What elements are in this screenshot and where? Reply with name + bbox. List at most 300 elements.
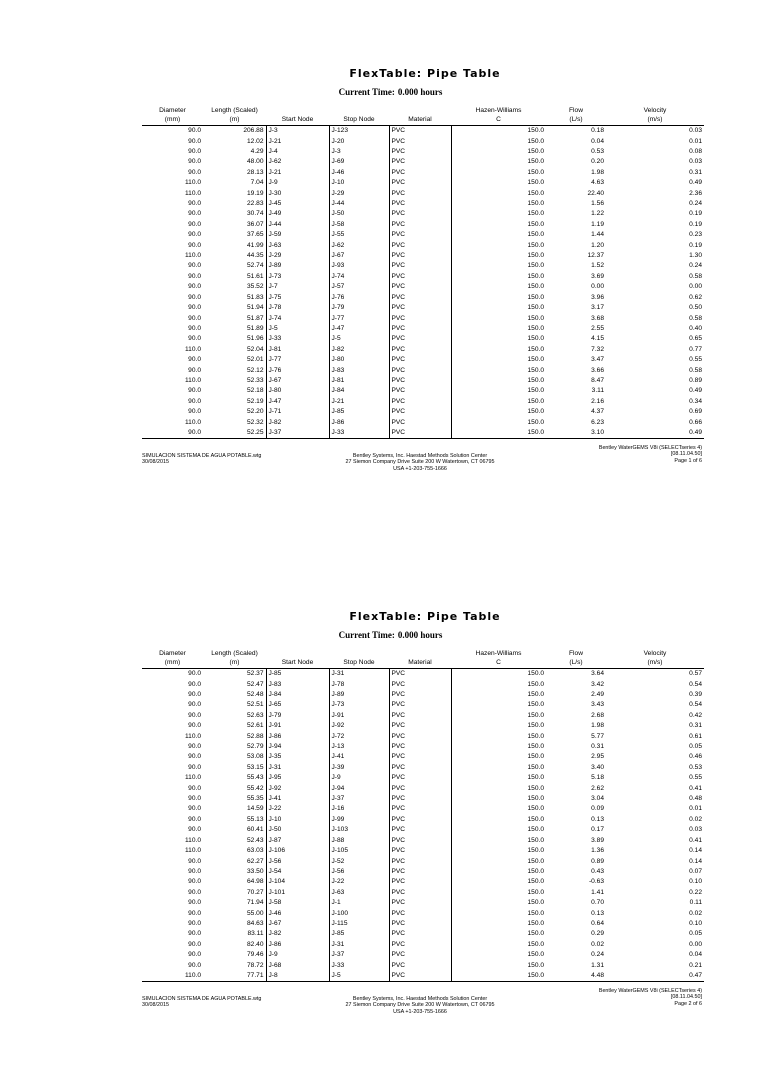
cell-velocity: 0.24 bbox=[689, 200, 702, 208]
table-row bbox=[142, 209, 704, 219]
cell-hazen-williams: 150.0 bbox=[451, 825, 546, 835]
cell-flow: 0.00 bbox=[591, 283, 604, 291]
cell-diameter: 110.0 bbox=[142, 971, 203, 982]
cell-stop-node: J-86 bbox=[329, 418, 389, 428]
cell-material: PVC bbox=[389, 971, 451, 982]
cell-stop-node: J-37 bbox=[329, 950, 389, 960]
cell-stop-node: J-123 bbox=[329, 126, 389, 137]
cell-flow: 4.37 bbox=[591, 408, 604, 416]
cell-flow: 3.43 bbox=[591, 701, 604, 709]
cell-stop-node: J-50 bbox=[329, 209, 389, 219]
cell-material: PVC bbox=[389, 126, 451, 137]
cell-length: 30.74 bbox=[246, 210, 264, 218]
cell-diameter: 110.0 bbox=[184, 252, 201, 260]
cell-stop-node: J-10 bbox=[329, 178, 389, 188]
cell-start-node: J-89 bbox=[266, 261, 329, 271]
cell-flow: 3.47 bbox=[591, 356, 604, 364]
cell-diameter: 90.0 bbox=[188, 387, 201, 395]
cell-length: 52.74 bbox=[246, 262, 264, 270]
cell-material: PVC bbox=[389, 784, 451, 794]
cell-hazen-williams: 150.0 bbox=[451, 742, 546, 752]
cell-start-node: J-45 bbox=[266, 199, 329, 209]
cell-start-node: J-5 bbox=[266, 324, 329, 334]
cell-start-node: J-75 bbox=[266, 293, 329, 303]
cell-flow: 0.09 bbox=[591, 805, 604, 813]
column-header-material: Material bbox=[389, 107, 451, 126]
cell-diameter: 90.0 bbox=[188, 200, 201, 208]
cell-start-node: J-21 bbox=[266, 137, 329, 147]
cell-length: 63.03 bbox=[246, 847, 264, 855]
cell-material: PVC bbox=[389, 804, 451, 814]
cell-flow: 3.42 bbox=[591, 680, 604, 688]
table-row bbox=[142, 763, 704, 773]
cell-flow: 0.20 bbox=[591, 158, 604, 166]
table-row bbox=[142, 804, 704, 814]
footer-file-info bbox=[142, 996, 261, 1009]
column-header-length: Length (Scaled) (m) bbox=[203, 107, 266, 126]
cell-start-node: J-80 bbox=[266, 386, 329, 396]
cell-material: PVC bbox=[389, 815, 451, 825]
cell-length: 51.96 bbox=[246, 335, 264, 343]
cell-diameter: 90.0 bbox=[188, 888, 201, 896]
table-row bbox=[142, 282, 704, 292]
cell-flow: 0.13 bbox=[591, 909, 604, 917]
cell-hazen-williams: 150.0 bbox=[451, 334, 546, 344]
cell-material: PVC bbox=[389, 314, 451, 324]
cell-stop-node: J-76 bbox=[329, 293, 389, 303]
table-row bbox=[142, 272, 704, 282]
cell-stop-node: J-56 bbox=[329, 867, 389, 877]
cell-start-node: J-58 bbox=[266, 898, 329, 908]
cell-stop-node: J-31 bbox=[329, 669, 389, 680]
cell-velocity: 0.55 bbox=[689, 356, 702, 364]
cell-hazen-williams: 150.0 bbox=[451, 680, 546, 690]
cell-flow: 1.19 bbox=[591, 220, 604, 228]
cell-velocity: 0.48 bbox=[689, 795, 702, 803]
cell-start-node: J-82 bbox=[266, 418, 329, 428]
cell-velocity: 0.11 bbox=[689, 899, 702, 907]
cell-stop-node: J-81 bbox=[329, 376, 389, 386]
current-time-line bbox=[0, 630, 768, 640]
table-row bbox=[142, 909, 704, 919]
cell-stop-node: J-21 bbox=[329, 397, 389, 407]
cell-velocity: 0.31 bbox=[689, 722, 702, 730]
cell-hazen-williams: 150.0 bbox=[451, 836, 546, 846]
cell-start-node: J-106 bbox=[266, 846, 329, 856]
cell-velocity: 0.10 bbox=[689, 919, 702, 927]
cell-material: PVC bbox=[389, 877, 451, 887]
cell-velocity: 0.24 bbox=[689, 262, 702, 270]
cell-hazen-williams: 150.0 bbox=[451, 189, 546, 199]
cell-material: PVC bbox=[389, 137, 451, 147]
cell-diameter: 90.0 bbox=[188, 899, 201, 907]
cell-velocity: 0.41 bbox=[689, 784, 702, 792]
cell-velocity: 0.04 bbox=[689, 951, 702, 959]
cell-velocity: 2.36 bbox=[689, 189, 702, 197]
cell-flow: 4.63 bbox=[591, 179, 604, 187]
cell-stop-node: J-84 bbox=[329, 386, 389, 396]
cell-start-node: J-92 bbox=[266, 784, 329, 794]
cell-start-node: J-56 bbox=[266, 857, 329, 867]
table-row bbox=[142, 784, 704, 794]
cell-hazen-williams: 150.0 bbox=[451, 407, 546, 417]
cell-material: PVC bbox=[389, 303, 451, 313]
cell-start-node: J-9 bbox=[266, 178, 329, 188]
cell-stop-node: J-41 bbox=[329, 752, 389, 762]
cell-hazen-williams: 150.0 bbox=[451, 261, 546, 271]
cell-flow: 1.22 bbox=[591, 210, 604, 218]
cell-stop-node: J-31 bbox=[329, 940, 389, 950]
cell-start-node: J-37 bbox=[266, 428, 329, 439]
cell-flow: 12.37 bbox=[587, 252, 604, 260]
cell-length: 52.48 bbox=[246, 691, 264, 698]
cell-velocity: 0.08 bbox=[689, 148, 702, 155]
table-row bbox=[142, 794, 704, 804]
cell-velocity: 1.30 bbox=[689, 252, 702, 260]
cell-start-node: J-9 bbox=[266, 950, 329, 960]
cell-length: 55.35 bbox=[246, 795, 264, 803]
cell-hazen-williams: 150.0 bbox=[451, 867, 546, 877]
table-row bbox=[142, 147, 704, 157]
cell-material: PVC bbox=[389, 147, 451, 157]
cell-length: 64.98 bbox=[246, 878, 264, 886]
table-row bbox=[142, 345, 704, 355]
cell-material: PVC bbox=[389, 763, 451, 773]
cell-start-node: J-33 bbox=[266, 334, 329, 344]
cell-flow: 2.55 bbox=[591, 324, 604, 332]
cell-start-node: J-86 bbox=[266, 732, 329, 742]
cell-diameter: 90.0 bbox=[188, 241, 201, 249]
cell-hazen-williams: 150.0 bbox=[451, 241, 546, 251]
cell-stop-node: J-72 bbox=[329, 732, 389, 742]
table-row bbox=[142, 334, 704, 344]
cell-length: 51.89 bbox=[246, 324, 264, 332]
cell-start-node: J-22 bbox=[266, 804, 329, 814]
cell-start-node: J-29 bbox=[266, 251, 329, 261]
table-row bbox=[142, 407, 704, 417]
cell-stop-node: J-115 bbox=[329, 919, 389, 929]
footer-phone: USA +1-203-755-1666 bbox=[393, 1008, 447, 1015]
cell-flow: 1.98 bbox=[591, 168, 604, 176]
table-row bbox=[142, 376, 704, 386]
cell-flow: 0.31 bbox=[591, 743, 604, 751]
cell-start-node: J-3 bbox=[266, 126, 329, 137]
cell-velocity: 0.19 bbox=[689, 210, 702, 218]
cell-material: PVC bbox=[389, 752, 451, 762]
cell-hazen-williams: 150.0 bbox=[451, 272, 546, 282]
cell-flow: 1.56 bbox=[591, 200, 604, 208]
cell-length: 28.13 bbox=[246, 168, 264, 176]
cell-velocity: 0.58 bbox=[689, 314, 702, 322]
cell-velocity: 0.00 bbox=[689, 283, 702, 291]
cell-hazen-williams: 150.0 bbox=[451, 784, 546, 794]
cell-hazen-williams: 150.0 bbox=[451, 345, 546, 355]
cell-stop-node: J-69 bbox=[329, 157, 389, 167]
table-row bbox=[142, 742, 704, 752]
cell-length: 60.41 bbox=[246, 826, 264, 834]
cell-diameter: 90.0 bbox=[188, 210, 201, 218]
cell-flow: 0.04 bbox=[591, 137, 604, 145]
report-page-2 bbox=[0, 605, 768, 1065]
table-row bbox=[142, 669, 704, 680]
cell-length: 37.65 bbox=[246, 231, 264, 239]
cell-stop-node: J-77 bbox=[329, 314, 389, 324]
cell-velocity: 0.19 bbox=[689, 220, 702, 228]
footer-product: Bentley WaterGEMS V8i (SELECTseries 4) bbox=[598, 445, 702, 451]
cell-material: PVC bbox=[389, 857, 451, 867]
cell-velocity: 0.14 bbox=[689, 847, 702, 855]
cell-start-node: J-49 bbox=[266, 209, 329, 219]
cell-material: PVC bbox=[389, 690, 451, 700]
cell-velocity: 0.00 bbox=[689, 940, 702, 948]
cell-diameter: 90.0 bbox=[188, 743, 201, 751]
cell-length: 14.59 bbox=[246, 805, 264, 813]
cell-stop-node: J-29 bbox=[329, 189, 389, 199]
cell-material: PVC bbox=[389, 825, 451, 835]
cell-length: 78.72 bbox=[246, 961, 264, 969]
cell-velocity: 0.46 bbox=[689, 753, 702, 761]
cell-start-node: J-77 bbox=[266, 355, 329, 365]
cell-material: PVC bbox=[389, 919, 451, 929]
table-row bbox=[142, 711, 704, 721]
cell-velocity: 0.40 bbox=[689, 324, 702, 332]
cell-diameter: 90.0 bbox=[188, 784, 201, 792]
cell-hazen-williams: 150.0 bbox=[451, 700, 546, 710]
cell-diameter: 90.0 bbox=[188, 272, 201, 280]
cell-diameter: 110.0 bbox=[184, 418, 201, 426]
cell-stop-node: J-103 bbox=[329, 825, 389, 835]
cell-length: 52.04 bbox=[246, 345, 264, 353]
cell-material: PVC bbox=[389, 168, 451, 178]
cell-start-node: J-95 bbox=[266, 773, 329, 783]
cell-start-node: J-104 bbox=[266, 877, 329, 887]
table-row bbox=[142, 929, 704, 939]
cell-hazen-williams: 150.0 bbox=[451, 929, 546, 939]
cell-diameter: 110.0 bbox=[184, 179, 201, 187]
cell-hazen-williams: 150.0 bbox=[451, 940, 546, 950]
cell-start-node: J-101 bbox=[266, 888, 329, 898]
cell-hazen-williams: 150.0 bbox=[451, 721, 546, 731]
cell-stop-node: J-85 bbox=[329, 407, 389, 417]
cell-flow: 0.29 bbox=[591, 930, 604, 938]
cell-stop-node: J-79 bbox=[329, 303, 389, 313]
cell-flow: 3.96 bbox=[591, 293, 604, 301]
table-row bbox=[142, 428, 704, 439]
cell-material: PVC bbox=[389, 376, 451, 386]
table-row bbox=[142, 888, 704, 898]
cell-flow: 2.49 bbox=[591, 691, 604, 698]
table-row bbox=[142, 700, 704, 710]
table-row bbox=[142, 355, 704, 365]
cell-stop-node: J-85 bbox=[329, 929, 389, 939]
cell-diameter: 90.0 bbox=[188, 366, 201, 374]
cell-hazen-williams: 150.0 bbox=[451, 690, 546, 700]
cell-diameter: 90.0 bbox=[188, 951, 201, 959]
cell-velocity: 0.14 bbox=[689, 857, 702, 865]
cell-start-node: J-63 bbox=[266, 241, 329, 251]
cell-hazen-williams: 150.0 bbox=[451, 919, 546, 929]
current-time-value: 0.000 hours bbox=[397, 87, 443, 97]
footer-company: Bentley Systems, Inc. Haestad Methods Solution Center bbox=[352, 996, 488, 1002]
cell-start-node: J-85 bbox=[266, 669, 329, 680]
cell-start-node: J-86 bbox=[266, 940, 329, 950]
footer-address: 27 Siemon Company Drive Suite 200 W Watertown, CT 06795 bbox=[345, 1002, 495, 1009]
current-time-line bbox=[0, 87, 768, 97]
cell-start-node: J-21 bbox=[266, 168, 329, 178]
cell-length: 52.25 bbox=[203, 428, 266, 439]
cell-material: PVC bbox=[389, 961, 451, 971]
cell-hazen-williams: 150.0 bbox=[451, 209, 546, 219]
cell-flow: 0.24 bbox=[591, 951, 604, 959]
cell-material: PVC bbox=[389, 230, 451, 240]
footer-file-name: SIMULACION SISTEMA DE AGUA POTABLE.wtg bbox=[142, 996, 262, 1002]
cell-hazen-williams: 150.0 bbox=[451, 888, 546, 898]
cell-length: 52.79 bbox=[246, 743, 264, 751]
cell-diameter: 90.0 bbox=[188, 314, 201, 322]
cell-diameter: 90.0 bbox=[188, 930, 201, 938]
cell-hazen-williams: 150.0 bbox=[451, 386, 546, 396]
cell-hazen-williams: 150.0 bbox=[451, 815, 546, 825]
cell-flow: 0.17 bbox=[591, 826, 604, 834]
cell-diameter: 90.0 bbox=[188, 127, 201, 135]
cell-flow: 1.41 bbox=[591, 888, 604, 896]
table-row bbox=[142, 230, 704, 240]
cell-velocity: 0.41 bbox=[689, 836, 702, 844]
cell-start-node: J-82 bbox=[266, 929, 329, 939]
table-row bbox=[142, 846, 704, 856]
cell-velocity: 0.34 bbox=[689, 397, 702, 405]
cell-length: 52.20 bbox=[246, 408, 264, 416]
cell-start-node: J-74 bbox=[266, 314, 329, 324]
column-header-length: Length (Scaled) (m) bbox=[203, 650, 266, 669]
cell-hazen-williams: 150.0 bbox=[451, 314, 546, 324]
cell-material: PVC bbox=[389, 888, 451, 898]
table-row bbox=[142, 867, 704, 877]
table-body bbox=[142, 126, 704, 439]
column-header-start-node: Start Node bbox=[266, 107, 329, 126]
cell-stop-node: J-5 bbox=[329, 334, 389, 344]
cell-diameter: 90.0 bbox=[188, 826, 201, 834]
cell-stop-node: J-74 bbox=[329, 272, 389, 282]
cell-velocity: 0.01 bbox=[689, 137, 702, 145]
table-row bbox=[142, 721, 704, 731]
cell-velocity: 0.23 bbox=[689, 231, 702, 239]
cell-stop-node: J-73 bbox=[329, 700, 389, 710]
cell-start-node: J-44 bbox=[266, 220, 329, 230]
cell-hazen-williams: 150.0 bbox=[451, 157, 546, 167]
cell-flow: 1.36 bbox=[591, 847, 604, 855]
cell-material: PVC bbox=[389, 157, 451, 167]
cell-material: PVC bbox=[389, 700, 451, 710]
cell-length: 51.61 bbox=[246, 272, 264, 280]
cell-diameter: 110.0 bbox=[184, 732, 201, 740]
table-header-row bbox=[142, 650, 704, 669]
cell-flow: 0.13 bbox=[591, 815, 604, 823]
cell-material: PVC bbox=[389, 680, 451, 690]
cell-diameter: 90.0 bbox=[188, 148, 201, 155]
cell-velocity: 0.49 bbox=[689, 179, 702, 187]
table-row bbox=[142, 961, 704, 971]
cell-hazen-williams: 150.0 bbox=[451, 428, 546, 439]
cell-length: 55.00 bbox=[246, 909, 264, 917]
cell-material: PVC bbox=[389, 241, 451, 251]
cell-velocity: 0.19 bbox=[689, 241, 702, 249]
cell-velocity: 0.58 bbox=[689, 272, 702, 280]
cell-start-node: J-41 bbox=[266, 794, 329, 804]
cell-start-node: J-4 bbox=[266, 147, 329, 157]
cell-diameter: 90.0 bbox=[188, 680, 201, 688]
cell-length: 83.11 bbox=[247, 930, 264, 938]
cell-stop-node: J-3 bbox=[329, 147, 389, 157]
cell-material: PVC bbox=[389, 220, 451, 230]
cell-hazen-williams: 150.0 bbox=[451, 355, 546, 365]
cell-material: PVC bbox=[389, 909, 451, 919]
cell-start-node: J-76 bbox=[266, 366, 329, 376]
cell-flow: 3.68 bbox=[591, 314, 604, 322]
cell-flow: 0.02 bbox=[591, 940, 604, 948]
cell-velocity: 0.01 bbox=[689, 805, 702, 813]
cell-material: PVC bbox=[389, 669, 451, 680]
cell-start-node: J-78 bbox=[266, 303, 329, 313]
cell-velocity: 0.54 bbox=[689, 680, 702, 688]
cell-flow: 1.98 bbox=[591, 722, 604, 730]
table-row bbox=[142, 220, 704, 230]
cell-length: 55.13 bbox=[246, 815, 264, 823]
page-title: FlexTable: Pipe Table bbox=[349, 610, 501, 623]
cell-start-node: J-67 bbox=[266, 919, 329, 929]
current-time-label: Current Time: bbox=[338, 630, 395, 640]
cell-stop-node: J-82 bbox=[329, 345, 389, 355]
table-row bbox=[142, 919, 704, 929]
cell-diameter: 110.0 bbox=[184, 345, 201, 353]
cell-material: PVC bbox=[389, 189, 451, 199]
cell-velocity: 0.62 bbox=[689, 293, 702, 301]
cell-material: PVC bbox=[389, 794, 451, 804]
cell-diameter: 90.0 bbox=[188, 397, 201, 405]
cell-material: PVC bbox=[389, 428, 451, 439]
cell-hazen-williams: 150.0 bbox=[451, 669, 546, 680]
cell-length: 62.27 bbox=[246, 857, 264, 865]
cell-velocity: 0.53 bbox=[689, 763, 702, 771]
cell-diameter: 90.0 bbox=[188, 763, 201, 771]
cell-flow: 4.48 bbox=[546, 971, 606, 982]
column-header-stop-node: Stop Node bbox=[329, 107, 389, 126]
cell-stop-node: J-47 bbox=[329, 324, 389, 334]
footer-phone: USA +1-203-755-1666 bbox=[393, 465, 447, 472]
cell-length: 52.63 bbox=[246, 711, 264, 719]
table-row bbox=[142, 293, 704, 303]
cell-velocity: 0.47 bbox=[606, 971, 704, 982]
cell-material: PVC bbox=[389, 418, 451, 428]
column-header-diameter: Diameter (mm) bbox=[142, 107, 203, 126]
cell-diameter: 90.0 bbox=[188, 356, 201, 364]
cell-length: 84.63 bbox=[246, 919, 264, 927]
table-row bbox=[142, 971, 704, 982]
current-time-value: 0.000 hours bbox=[397, 630, 443, 640]
cell-flow: 3.11 bbox=[591, 387, 604, 395]
table-row bbox=[142, 825, 704, 835]
table-row bbox=[142, 680, 704, 690]
table-row bbox=[142, 157, 704, 167]
cell-length: 52.88 bbox=[246, 732, 264, 740]
footer-address: 27 Siemon Company Drive Suite 200 W Watertown, CT 06795 bbox=[345, 459, 495, 466]
cell-velocity: 0.05 bbox=[689, 930, 702, 938]
cell-stop-node: J-62 bbox=[329, 241, 389, 251]
cell-flow: 6.23 bbox=[591, 418, 604, 426]
cell-hazen-williams: 150.0 bbox=[451, 950, 546, 960]
cell-hazen-williams: 150.0 bbox=[451, 909, 546, 919]
cell-stop-node: J-88 bbox=[329, 836, 389, 846]
